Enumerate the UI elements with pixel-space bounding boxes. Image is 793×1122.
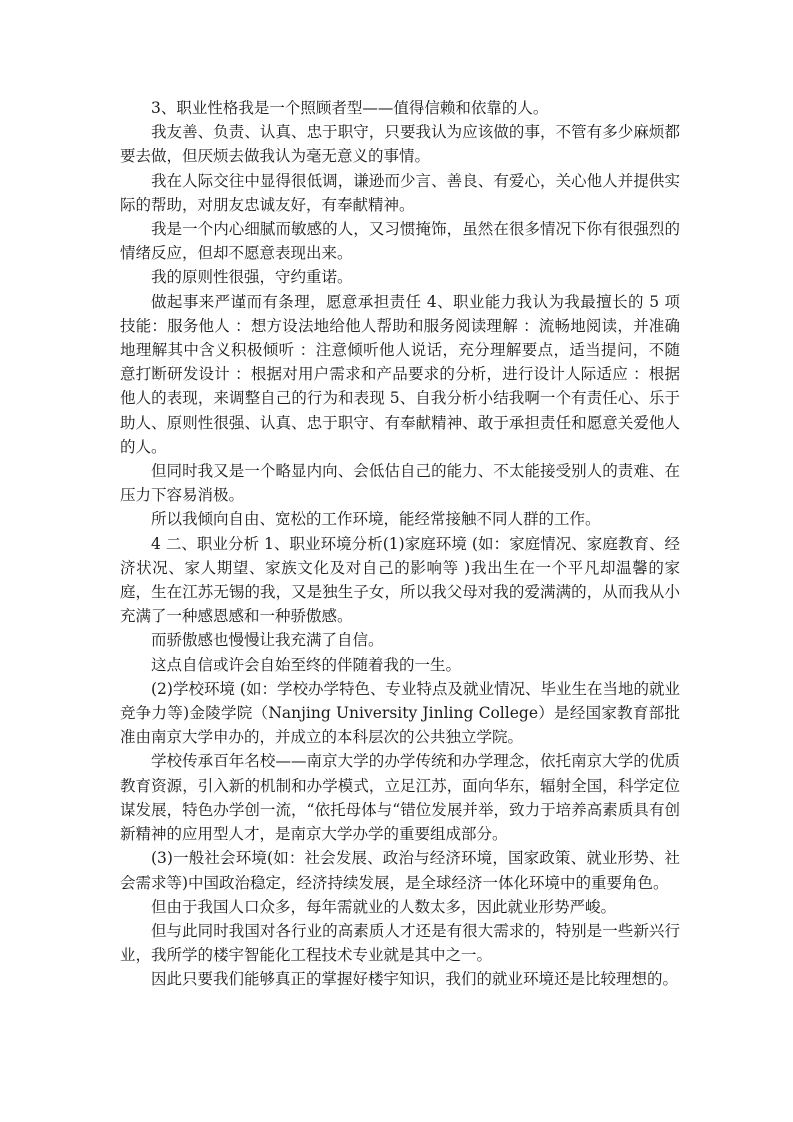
paragraph-10: 而骄傲感也慢慢让我充满了自信。 [151,631,384,650]
paragraph-6: 做起事来严谨而有条理，愿意承担责任 4、职业能力我认为我最擅长的 5 项技能：服务他人 ：想方设法地给他人帮助和服务阅读理解 ：流畅地阅读，并准确地理解其中含义积极倾听 ：注意倾听他人说话，充分理解要点，适当提问，不随意打断研发设计 ：根据对用户需求和产品要求的分析，进行设计人际适应 ：根据他人的表现，来调整自己的行为和表现 5、自我分析小结我啊一个有责任心、乐于助人、原则性很强、认真、忠于职守、有奉献精神、敢于承担责任和愿意关爱他人的人。 [120,292,680,456]
paragraph-13: 学校传承百年名校——南京大学的办学传统和办学理念，依托南京大学的优质教育资源，引入新的机制和办学模式，立足江苏，面向华东，辐射全国，科学定位谋发展，特色办学创一流，“依托母体与“错位发展并举，致力于培养高素质具有创新精神的应用型人才，是南京大学办学的重要组成部分。 [120,752,680,844]
document-body [120,96,680,992]
paragraph-1: 3、职业性格我是一个照顾者型——值得信赖和依靠的人。 [151,99,549,117]
paragraph-7: 但同时我又是一个略显内向、会低估自己的能力、不太能接受别人的责难、在压力下容易消极。 [120,462,680,505]
paragraph-17: 因此只要我们能够真正的掌握好楼宇知识，我们的就业环境还是比较理想的。 [151,970,679,989]
paragraph-9: 4 二、职业分析 1、职业环境分析(1)家庭环境 (如：家庭情况、家庭教育、经济状况、家人期望、家族文化及对自己的影响等 )我出生在一个平凡却温馨的家庭，生在江苏无锡的我，又是独生子女，所以我父母对我的爱满满的，从而我从小充满了一种感恩感和一种骄傲感。 [120,534,680,626]
paragraph-14: (3)一般社会环境(如：社会发展、政治与经济环境，国家政策、就业形势、社会需求等)中国政治稳定，经济持续发展，是全球经济一体化环境中的重要角色。 [120,849,680,892]
paragraph-16: 但与此同时我国对各行业的高素质人才还是有很大需求的，特别是一些新兴行业，我所学的楼宇智能化工程技术专业就是其中之一。 [120,921,680,965]
paragraph-2: 我友善、负责、认真、忠于职守，只要我认为应该做的事，不管有多少麻烦都要去做，但厌烦去做我认为毫无意义的事情。 [120,123,680,166]
paragraph-5: 我的原则性很强，守约重诺。 [151,268,353,287]
paragraph-3: 我在人际交往中显得很低调，谦逊而少言、善良、有爱心，关心他人并提供实际的帮助，对朋友忠诚友好，有奉献精神。 [120,171,680,214]
paragraph-4: 我是一个内心细腻而敏感的人，又习惯掩饰，虽然在很多情况下你有很强烈的情绪反应，但却不愿意表现出来。 [120,220,680,263]
paragraph-8: 所以我倾向自由、宽松的工作环境，能经常接触不同人群的工作。 [151,510,601,529]
paragraph-11: 这点自信或许会自始至终的伴随着我的一生。 [151,655,462,674]
paragraph-12: (2)学校环境 (如：学校办学特色、专业特点及就业情况、毕业生在当地的就业竞争力等)金陵学院（Nanjing University Jinling College）是经国家教育部批准由南京大学申办的，并成立的本科层次的公共独立学院。 [120,679,680,747]
paragraph-15: 但由于我国人口众多，每年需就业的人数太多，因此就业形势严峻。 [151,897,617,916]
